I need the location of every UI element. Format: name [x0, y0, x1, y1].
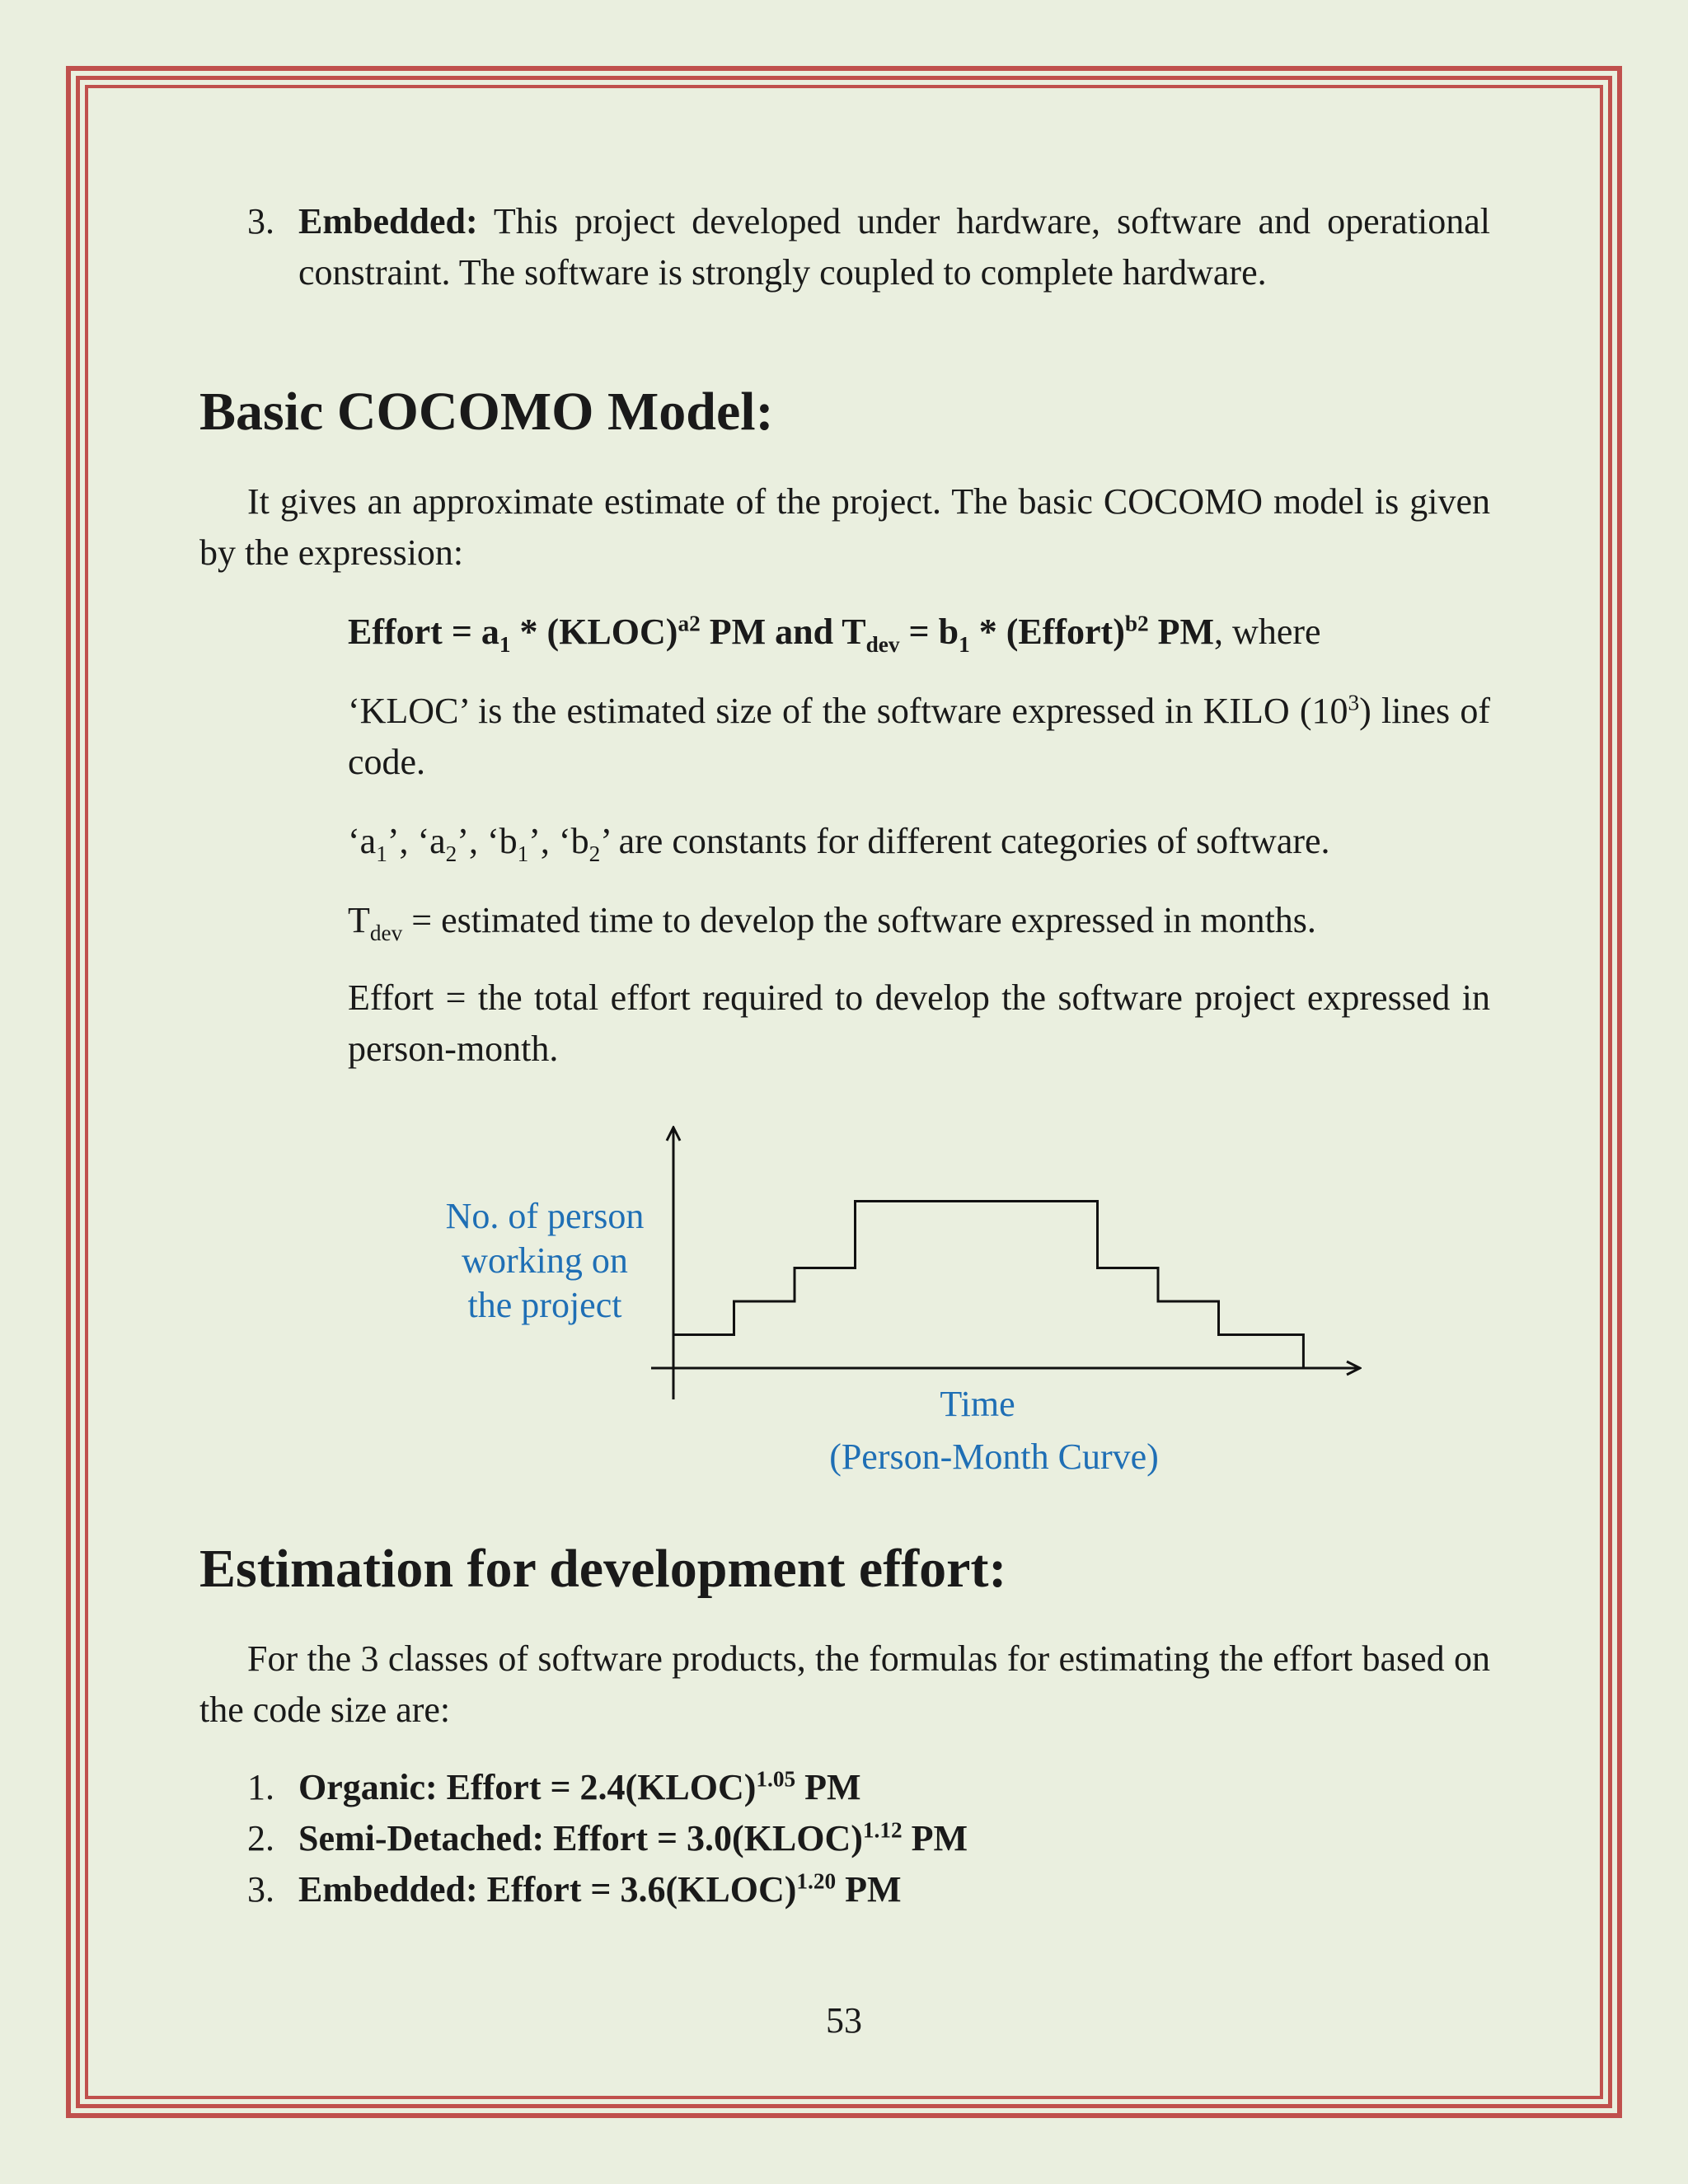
figure-caption: (Person-Month Curve): [829, 1436, 1159, 1477]
section2-intro: For the 3 classes of software products, the formulas for estimating the effort based on the code size are:: [199, 1638, 1490, 1730]
y-axis-label-line-3: the project: [467, 1285, 622, 1325]
section-title-basic-cocomo: Basic COCOMO Model:: [199, 382, 774, 442]
y-axis-label-line-1: No. of person: [445, 1196, 645, 1236]
list-number: 3.: [247, 1869, 274, 1910]
list-item-semi-detached: Semi-Detached: Effort = 3.0(KLOC)$^{1.12}$ PM: [298, 1817, 968, 1858]
list-item-organic: Organic: Effort = 2.4(KLOC)$^{1.05}$ PM: [298, 1766, 861, 1807]
cocomo-formula: Effort = $a_1$ * (KLOC)$^{a2}$ PM and $T_{dev} = b_1$ * (Effort)$^{b2}$ PM, where: [348, 611, 1321, 657]
list-item-embedded: Embedded: Effort = 3.6(KLOC)$^{1.20}$ PM: [298, 1868, 902, 1910]
page-number: 53: [826, 2000, 862, 2041]
embedded-text: This project developed under hardware, software and operational constraint. The software is strongly coupled to complete hardware.: [298, 201, 1490, 293]
effort-definition: Effort = the total effort required to develop the software project expressed in person-month.: [348, 977, 1490, 1069]
embedded-term: Embedded:: [298, 201, 478, 241]
y-axis-label-line-2: working on: [462, 1240, 628, 1281]
section-title-estimation: Estimation for development effort:: [199, 1539, 1007, 1599]
list-number: 1.: [247, 1767, 274, 1807]
kloc-definition: ‘KLOC’ is the estimated size of the software expressed in KILO $(10^3)$ lines of code.: [348, 690, 1490, 782]
constants-definition: ‘$a_1$’, ‘$a_2$’, ‘$b_1$’, ‘$b_2$’ are constants for different categories of software.: [348, 821, 1330, 866]
section1-intro: It gives an approximate estimate of the project. The basic COCOMO model is given by the expression:: [199, 481, 1490, 573]
person-month-step-line: [673, 1202, 1303, 1369]
x-axis-label: Time: [940, 1384, 1015, 1424]
tdev-definition: $T_{dev}$ = estimated time to develop the software expressed in months.: [348, 900, 1316, 945]
list-number: 2.: [247, 1818, 274, 1858]
list-number: 3.: [247, 201, 274, 241]
